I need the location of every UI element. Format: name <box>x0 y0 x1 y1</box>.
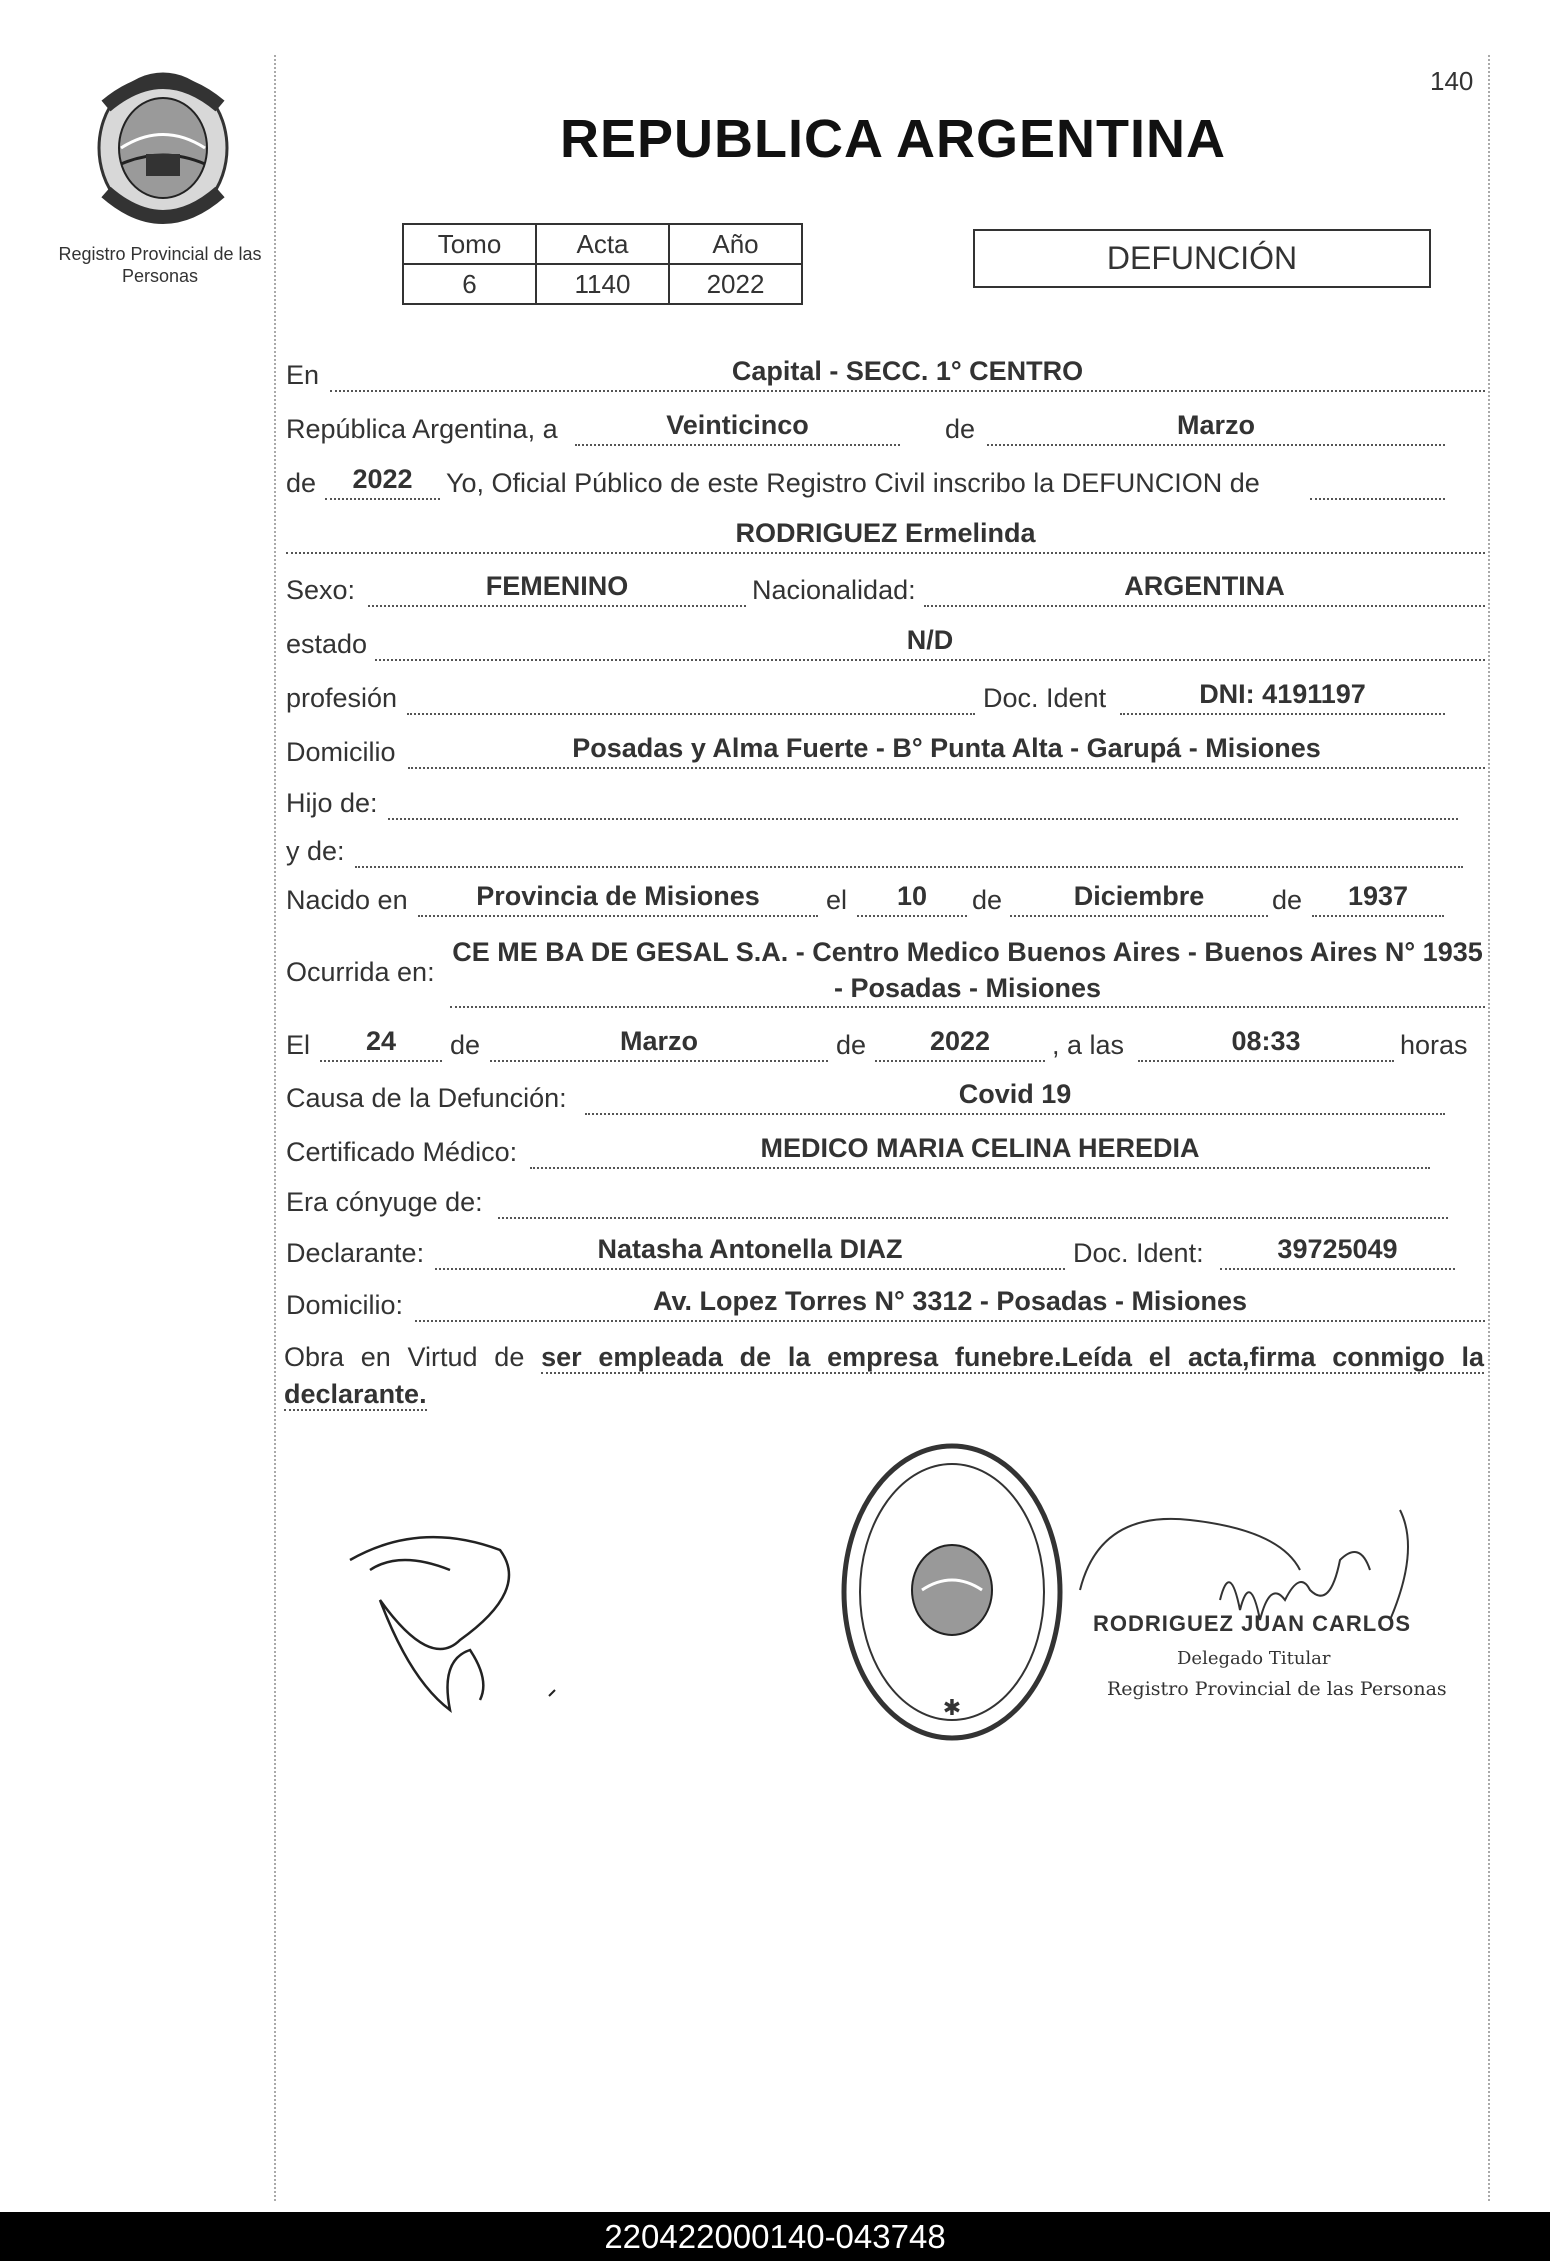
field-hijo-de <box>388 784 1458 820</box>
label-de: de <box>945 414 976 444</box>
label-horas: horas <box>1400 1030 1468 1060</box>
field-nacionalidad: ARGENTINA <box>924 571 1485 607</box>
label-obra: Obra en Virtud de <box>284 1342 525 1372</box>
label-y-de: y de: <box>286 836 345 866</box>
field-ocurrida-en: CE ME BA DE GESAL S.A. - Centro Medico Buenos Aires - Buenos Aires N° 1935 - Posadas - Misiones <box>450 934 1485 1008</box>
field-obra: ser empleada de la empresa funebre.Leída el acta,firma conmigo la declarante. <box>284 1342 1484 1409</box>
field-nombre: RODRIGUEZ Ermelinda <box>286 518 1485 554</box>
signatory-office: Registro Provincial de las Personas <box>1107 1678 1447 1700</box>
field-nac-dia: 10 <box>857 881 967 917</box>
registry-caption: Registro Provincial de las Personas <box>58 244 262 286</box>
label-de-year: de <box>286 468 317 498</box>
label-nacido-en: Nacido en <box>286 885 408 915</box>
field-estado: N/D <box>375 625 1485 661</box>
label-domicilio-2: Domicilio: <box>286 1290 404 1320</box>
field-nac-anio: 1937 <box>1312 881 1444 917</box>
label-de-3: de <box>450 1030 481 1060</box>
page-number: 140 <box>1430 66 1474 96</box>
field-declarante-doc: 39725049 <box>1220 1234 1455 1270</box>
field-conyuge <box>498 1183 1448 1219</box>
left-margin-line <box>274 55 276 2201</box>
field-hora: 08:33 <box>1138 1026 1394 1062</box>
label-causa: Causa de la Defunción: <box>286 1083 567 1113</box>
field-y-de <box>355 832 1463 868</box>
official-stamp-icon <box>838 1440 1066 1745</box>
label-domicilio: Domicilio <box>286 737 396 767</box>
official-signature-icon <box>1060 1470 1460 1710</box>
label-certificado: Certificado Médico: <box>286 1137 518 1167</box>
signatory-name: RODRIGUEZ JUAN CARLOS <box>1093 1611 1412 1636</box>
field-def-anio: 2022 <box>875 1026 1045 1062</box>
label-sexo: Sexo: <box>286 575 356 605</box>
page-title: REPUBLICA ARGENTINA <box>560 109 1226 169</box>
field-domicilio: Posadas y Alma Fuerte - B° Punta Alta - Garupá - Misiones <box>408 733 1485 769</box>
field-causa: Covid 19 <box>585 1079 1445 1115</box>
field-profesion <box>407 679 975 715</box>
declarant-signature-icon <box>340 1530 580 1730</box>
right-margin-line <box>1488 55 1490 2201</box>
label-el: el <box>826 885 848 915</box>
label-el-2: El <box>286 1030 311 1060</box>
label-estado: estado <box>286 629 368 659</box>
label-de-2: de <box>1272 885 1303 915</box>
label-de-1: de <box>972 885 1003 915</box>
field-dia-texto: Veinticinco <box>575 410 900 446</box>
record-type-box: DEFUNCIÓN <box>973 229 1431 288</box>
label-nacionalidad: Nacionalidad: <box>752 575 916 605</box>
volume-table-value-row <box>403 264 802 304</box>
header-acta: Acta <box>536 224 669 264</box>
field-certificado: MEDICO MARIA CELINA HEREDIA <box>530 1133 1430 1169</box>
field-lugar: Capital - SECC. 1° CENTRO <box>330 356 1485 392</box>
label-en: En <box>286 360 320 390</box>
field-mes: Marzo <box>987 410 1445 446</box>
label-hijo-de: Hijo de: <box>286 788 378 818</box>
label-profesion: profesión <box>286 683 398 713</box>
label-republica: República Argentina, a <box>286 414 558 444</box>
value-acta: 1140 <box>536 264 669 304</box>
field-anio: 2022 <box>325 464 440 500</box>
label-yo: Yo, Oficial Público de este Registro Civil inscribo la DEFUNCION de <box>446 468 1260 498</box>
volume-table-header-row <box>403 224 802 264</box>
header-tomo: Tomo <box>403 224 536 264</box>
field-nacido-en: Provincia de Misiones <box>418 881 818 917</box>
obra-paragraph <box>284 1339 1484 1413</box>
volume-table <box>402 223 803 305</box>
footer-code: 220422000140-043748 <box>0 2212 1550 2261</box>
field-declarante-domicilio: Av. Lopez Torres N° 3312 - Posadas - Misiones <box>415 1286 1485 1322</box>
label-declarante: Declarante: <box>286 1238 425 1268</box>
value-tomo: 6 <box>403 264 536 304</box>
label-de-4: de <box>836 1030 867 1060</box>
field-sexo: FEMENINO <box>368 571 746 607</box>
field-nac-mes: Diciembre <box>1010 881 1268 917</box>
svg-text:✱: ✱ <box>942 1696 962 1721</box>
label-doc-ident: Doc. Ident <box>983 683 1107 713</box>
value-anio: 2022 <box>669 264 802 304</box>
field-def-mes: Marzo <box>490 1026 828 1062</box>
signatory-role: Delegado Titular <box>1177 1648 1331 1669</box>
label-ocurrida-en: Ocurrida en: <box>286 957 435 987</box>
field-declarante: Natasha Antonella DIAZ <box>435 1234 1065 1270</box>
header-anio: Año <box>669 224 802 264</box>
label-conyuge: Era cónyuge de: <box>286 1187 483 1217</box>
province-coat-of-arms-icon <box>86 66 240 230</box>
label-a-las: , a las <box>1052 1030 1125 1060</box>
field-def-dia: 24 <box>320 1026 442 1062</box>
field-blank-dots <box>1310 464 1445 500</box>
label-doc-ident-2: Doc. Ident: <box>1073 1238 1204 1268</box>
field-dni: DNI: 4191197 <box>1120 679 1445 715</box>
